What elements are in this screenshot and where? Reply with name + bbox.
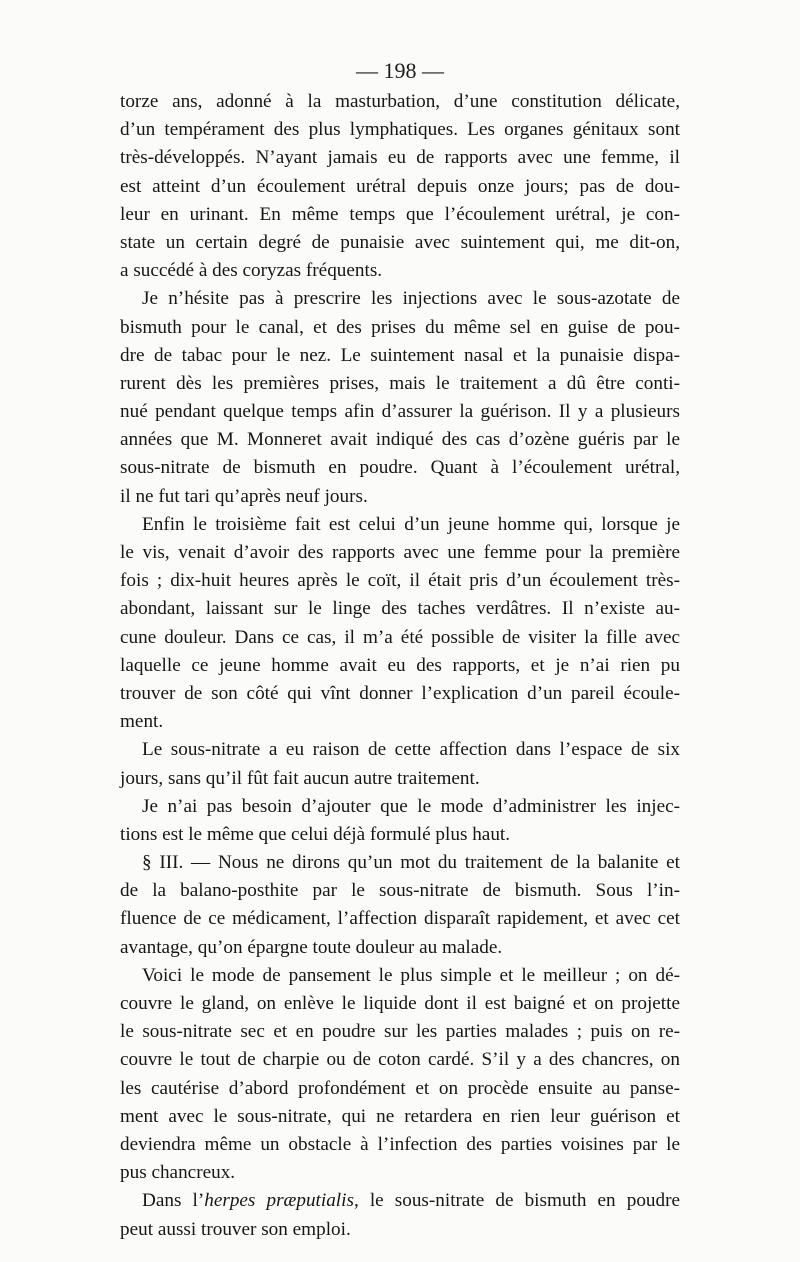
final-line1-after: , le sous-nitrate de bismuth en poudre bbox=[353, 1190, 680, 1212]
text-line: trouver de son côté qui vînt donner l’explication d’un pareil écoule- bbox=[120, 682, 680, 704]
text-line: Je n’hésite pas à prescrire les injections avec le sous-azotate de bbox=[142, 288, 680, 310]
text-line: § III. — Nous ne dirons qu’un mot du traitement de la balanite et bbox=[142, 852, 680, 874]
text-line: deviendra même un obstacle à l’infection des parties voisines par le bbox=[120, 1133, 680, 1155]
text-line: le sous-nitrate sec et en poudre sur les parties malades ; puis on re- bbox=[120, 1021, 680, 1043]
text-line: jours, sans qu’il fût fait aucun autre traitement. bbox=[120, 767, 480, 789]
text-line: fois ; dix-huit heures après le coït, il était pris d’un écoulement très- bbox=[120, 570, 680, 592]
text-line: Enfin le troisième fait est celui d’un jeune homme qui, lorsque je bbox=[142, 513, 680, 535]
text-line: nué pendant quelque temps afin d’assurer la guérison. Il y a plusieurs bbox=[120, 401, 680, 423]
body-text bbox=[120, 88, 680, 1244]
page-number: — 198 — bbox=[356, 58, 444, 83]
text-lines bbox=[120, 88, 680, 1187]
text-line: est atteint d’un écoulement urétral depuis onze jours; pas de dou- bbox=[120, 175, 680, 197]
text-line: state un certain degré de punaisie avec suintement qui, me dit-on, bbox=[120, 231, 680, 253]
text-line: dre de tabac pour le nez. Le suintement nasal et la punaisie dispa- bbox=[120, 344, 680, 366]
final-line1-before: Dans l’ bbox=[142, 1190, 205, 1212]
text-line: le vis, venait d’avoir des rapports avec une femme pour la première bbox=[120, 542, 680, 563]
text-line: fluence de ce médicament, l’affection disparaît rapidement, et avec cet bbox=[120, 908, 680, 930]
text-line: rurent dès les premières prises, mais le traitement a dû être conti- bbox=[120, 372, 680, 394]
text-line: avantage, qu’on épargne toute douleur au malade. bbox=[120, 936, 503, 958]
text-line: couvre le tout de charpie ou de coton cardé. S’il y a des chancres, on bbox=[120, 1049, 680, 1071]
latin-term: herpes præputialis bbox=[204, 1190, 354, 1212]
text-line: d’un tempérament des plus lymphatiques. Les organes génitaux sont bbox=[120, 119, 680, 141]
final-paragraph-line-1 bbox=[120, 1187, 680, 1215]
text-line: bismuth pour le canal, et des prises du même sel en guise de pou- bbox=[120, 316, 680, 338]
text-line: ment avec le sous-nitrate, qui ne retardera en rien leur guérison et bbox=[120, 1105, 680, 1127]
text-line: leur en urinant. En même temps que l’écoulement urétral, je con- bbox=[120, 203, 680, 225]
text-line: très-développés. N’ayant jamais eu de rapports avec une femme, il bbox=[120, 147, 680, 169]
text-line: de la balano-posthite par le sous-nitrate de bismuth. Sous l’in- bbox=[120, 880, 680, 902]
text-line: sous-nitrate de bismuth en poudre. Quant à l’écoulement urétral, bbox=[120, 457, 680, 479]
text-line: tions est le même que celui déjà formulé plus haut. bbox=[120, 823, 511, 845]
final-paragraph-line-2: peut aussi trouver son emploi. bbox=[120, 1218, 351, 1240]
text-line: il ne fut tari qu’après neuf jours. bbox=[120, 485, 368, 507]
text-line: années que M. Monneret avait indiqué des cas d’ozène guéris par le bbox=[120, 429, 680, 451]
text-line: laquelle ce jeune homme avait eu des rapports, et je n’ai rien pu bbox=[120, 654, 680, 676]
text-line: pus chancreux. bbox=[120, 1162, 236, 1184]
text-line: Je n’ai pas besoin d’ajouter que le mode d’administrer les injec- bbox=[142, 795, 680, 817]
text-line: les cautérise d’abord profondément et on procède ensuite au panse- bbox=[120, 1077, 680, 1099]
text-line: cune douleur. Dans ce cas, il m’a été possible de visiter la fille avec bbox=[120, 626, 680, 648]
text-line: Le sous-nitrate a eu raison de cette affection dans l’espace de six bbox=[142, 739, 680, 761]
text-line: a succédé à des coryzas fréquents. bbox=[120, 260, 383, 282]
text-line: torze ans, adonné à la masturbation, d’une constitution délicate, bbox=[120, 91, 680, 112]
text-line: Voici le mode de pansement le plus simple et le meilleur ; on dé- bbox=[142, 964, 680, 986]
text-line: ment. bbox=[120, 711, 164, 733]
text-line: abondant, laissant sur le linge des taches verdâtres. Il n’existe au- bbox=[120, 598, 680, 620]
text-line: couvre le gland, on enlève le liquide dont il est baigné et on projette bbox=[120, 993, 680, 1014]
